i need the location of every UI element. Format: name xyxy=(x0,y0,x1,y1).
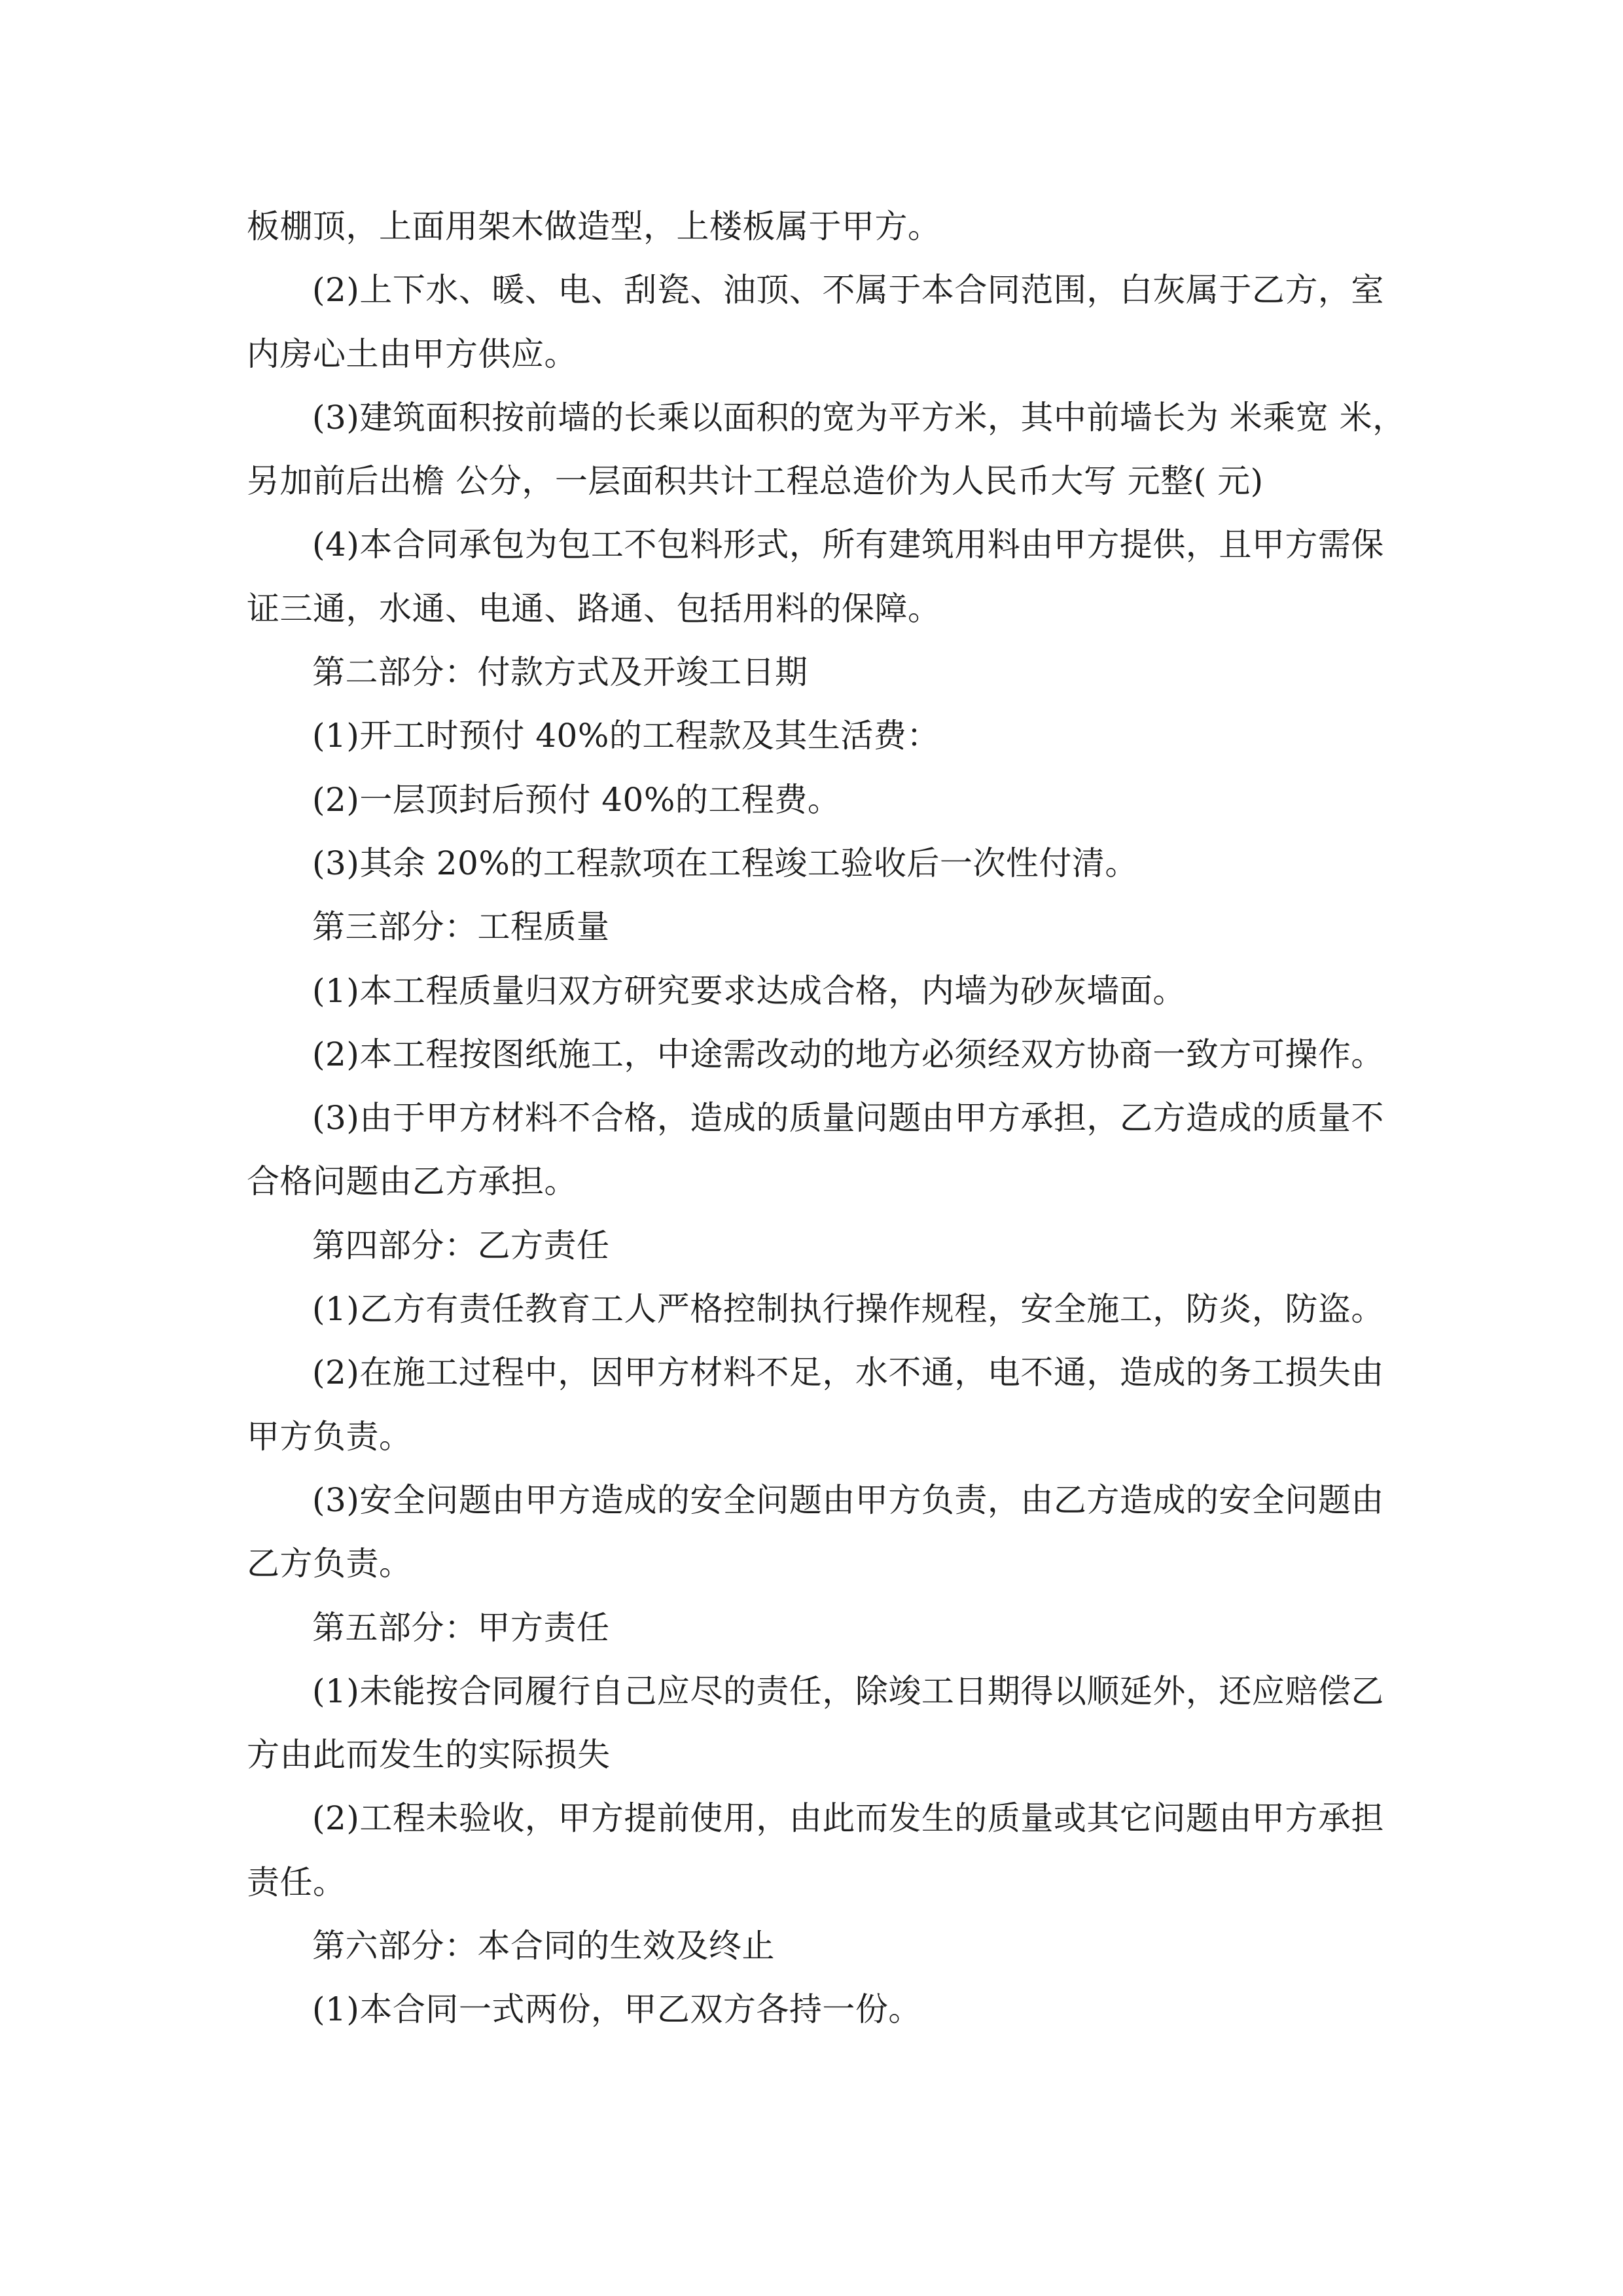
clause-4-line-1: (4)本合同承包为包工不包料形式，所有建筑用料由甲方提供，且甲方需保 xyxy=(312,526,1384,564)
text-line: 板棚顶，上面用架木做造型，上楼板属于甲方。 xyxy=(247,207,941,245)
clause-2-line-1: (2)上下水、暖、电、刮瓷、油顶、不属于本合同范围，白灰属于乙方，室 xyxy=(312,271,1384,310)
quality-clause-3-line-2: 合格问题由乙方承担。 xyxy=(247,1162,577,1201)
party-a-clause-1-line-1: (1)未能按合同履行自己应尽的责任，除竣工日期得以顺延外，还应赔偿乙 xyxy=(312,1672,1384,1710)
clause-4-line-2: 证三通，水通、电通、路通、包括用料的保障。 xyxy=(247,589,941,628)
party-b-clause-2-line-2: 甲方负责。 xyxy=(247,1417,412,1456)
party-b-clause-3-line-1: (3)安全问题由甲方造成的安全问题由甲方负责，由乙方造成的安全问题由 xyxy=(312,1480,1384,1519)
party-b-clause-2-line-1: (2)在施工过程中，因甲方材料不足，水不通，电不通，造成的务工损失由 xyxy=(312,1354,1384,1392)
section-heading-part-5: 第五部分：甲方责任 xyxy=(312,1608,610,1647)
clause-3-line-1: (3)建筑面积按前墙的长乘以面积的宽为平方米，其中前墙长为 米乘宽 米， xyxy=(312,398,1406,437)
quality-clause-2: (2)本工程按图纸施工，中途需改动的地方必须经双方协商一致方可操作。 xyxy=(312,1035,1384,1073)
section-heading-part-4: 第四部分：乙方责任 xyxy=(312,1226,610,1265)
party-a-clause-2-line-2: 责任。 xyxy=(247,1863,346,1901)
payment-clause-2: (2)一层顶封后预付 40%的工程费。 xyxy=(312,780,841,819)
document-body xyxy=(247,195,1406,2042)
section-heading-part-2: 第二部分：付款方式及开竣工日期 xyxy=(312,653,808,692)
effect-clause-1: (1)本合同一式两份，甲乙双方各持一份。 xyxy=(312,1990,921,2029)
quality-clause-1: (1)本工程质量归双方研究要求达成合格，内墙为砂灰墙面。 xyxy=(312,971,1186,1010)
party-b-clause-3-line-2: 乙方负责。 xyxy=(247,1545,412,1583)
clause-2-line-2: 内房心土由甲方供应。 xyxy=(247,334,577,373)
payment-clause-1: (1)开工时预付 40%的工程款及其生活费： xyxy=(312,717,940,755)
quality-clause-3-line-1: (3)由于甲方材料不合格，造成的质量问题由甲方承担，乙方造成的质量不 xyxy=(312,1099,1384,1138)
party-a-clause-1-line-2: 方由此而发生的实际损失 xyxy=(247,1736,611,1774)
payment-clause-3: (3)其余 20%的工程款项在工程竣工验收后一次性付清。 xyxy=(312,844,1138,882)
party-a-clause-2-line-1: (2)工程未验收，甲方提前使用，由此而发生的质量或其它问题由甲方承担 xyxy=(312,1799,1384,1838)
clause-3-line-2: 另加前后出檐 公分，一层面积共计工程总造价为人民币大写 元整( 元) xyxy=(247,462,1264,501)
section-heading-part-6: 第六部分：本合同的生效及终止 xyxy=(312,1927,775,1965)
party-b-clause-1: (1)乙方有责任教育工人严格控制执行操作规程，安全施工，防炎，防盗。 xyxy=(312,1290,1384,1329)
section-heading-part-3: 第三部分：工程质量 xyxy=(312,908,610,946)
